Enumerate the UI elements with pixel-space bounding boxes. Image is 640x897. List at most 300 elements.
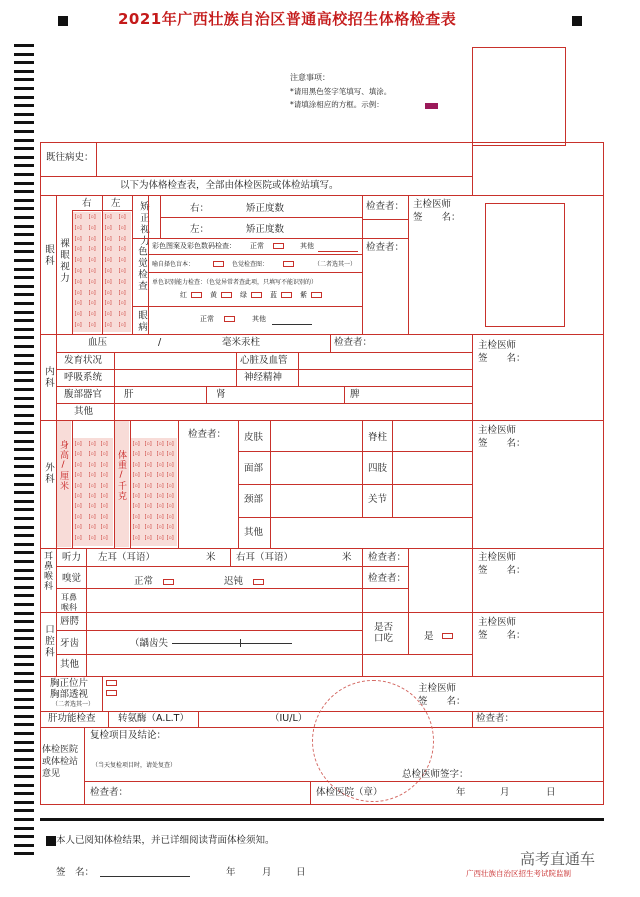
respiratory-label: 呼吸系统	[64, 372, 103, 383]
timing-mark	[14, 87, 34, 90]
corrected-right-label: 右：	[190, 203, 210, 214]
color-normal-1-checkbox[interactable]	[273, 243, 284, 249]
measure-bubble[interactable]: [▫]	[144, 472, 153, 479]
conclusion-label: 体检医院或体检站意见	[42, 745, 79, 779]
vision-bubble[interactable]: [▫]	[74, 311, 83, 318]
footer-year: 年	[226, 867, 236, 878]
timing-mark	[14, 655, 34, 658]
internal-section-label: 内科	[43, 366, 54, 389]
measure-bubble[interactable]: [▫]	[166, 503, 175, 510]
timing-mark	[14, 96, 34, 99]
vision-bubble[interactable]: [▫]	[88, 235, 97, 242]
measure-bubble[interactable]: [▫]	[88, 482, 97, 489]
color-vision-line-3: 单色识别能力检查：（色觉异常者查此项，只填写不能识别的）	[152, 279, 318, 286]
vision-bubble[interactable]: [▫]	[104, 311, 113, 318]
vision-bubble[interactable]: [▫]	[88, 246, 97, 253]
timing-mark	[14, 801, 34, 804]
vision-bubble[interactable]: [▫]	[88, 268, 97, 274]
conclusion-year: 年	[456, 787, 466, 798]
ent-chief-sign: 签 名：	[478, 565, 526, 576]
vision-bubble[interactable]: [▫]	[118, 289, 127, 296]
timing-mark	[14, 457, 34, 460]
measure-bubble[interactable]: [▫]	[156, 472, 165, 479]
spine-label: 脊柱	[368, 432, 388, 443]
timing-mark	[14, 637, 34, 640]
timing-mark	[14, 698, 34, 701]
internal-examiner: 检查者：	[334, 337, 373, 348]
page-title: 2021年广西壮族自治区普通高校招生体格检查表	[118, 10, 457, 28]
liver-function-label: 肝功能检查	[48, 713, 96, 724]
timing-mark	[14, 345, 34, 348]
conclusion-examiner: 检查者：	[90, 787, 129, 798]
vision-bubble[interactable]: [▫]	[74, 268, 83, 274]
timing-mark	[14, 741, 34, 744]
timing-mark	[14, 130, 34, 133]
measure-bubble[interactable]: [▫]	[100, 441, 109, 447]
timing-mark	[14, 465, 34, 468]
notice-line-1: *请用黑色签字笔填写、填涂。	[290, 87, 392, 96]
measure-bubble[interactable]: [▫]	[74, 524, 83, 531]
eye-right-header: 右	[82, 198, 92, 209]
corner-marker-bl	[46, 836, 56, 846]
joints-label: 关节	[368, 494, 388, 505]
issuer-label: 广西壮族自治区招生考试院监制	[466, 869, 571, 878]
timing-mark	[14, 53, 34, 56]
measure-bubble[interactable]: [▫]	[166, 441, 175, 447]
timing-mark	[14, 715, 34, 718]
vision-bubble[interactable]: [▫]	[88, 257, 97, 264]
left-ear-unit: 米	[206, 552, 216, 563]
color-book-checkbox[interactable]	[213, 261, 224, 267]
weight-label: 体重/千克	[116, 450, 126, 501]
vision-bubble[interactable]: [▫]	[104, 257, 113, 264]
liver-examiner: 检查者：	[476, 713, 515, 724]
vision-bubble[interactable]: [▫]	[118, 246, 127, 253]
measure-bubble[interactable]: [▫]	[156, 493, 165, 499]
measure-bubble[interactable]: [▫]	[100, 461, 109, 468]
color-option-checkbox[interactable]	[191, 292, 202, 298]
measure-bubble[interactable]: [▫]	[88, 441, 97, 447]
measure-bubble[interactable]: [▫]	[88, 534, 97, 541]
timing-mark	[14, 319, 34, 322]
vision-bubble[interactable]: [▫]	[104, 322, 113, 328]
timing-mark	[14, 809, 34, 812]
vision-bubble[interactable]: [▫]	[104, 278, 113, 285]
vision-bubble[interactable]: [▫]	[104, 268, 113, 274]
vision-bubble[interactable]: [▫]	[118, 257, 127, 264]
measure-bubble[interactable]: [▫]	[132, 461, 141, 468]
color-vision-line-1: 彩色图案及彩色数码检查：	[152, 242, 236, 250]
chief-sign-label: 总检医师签字：	[402, 769, 469, 780]
vision-bubble[interactable]: [▫]	[74, 300, 83, 307]
timing-mark	[14, 706, 34, 709]
nervous-label: 神经精神	[244, 372, 283, 383]
smell-dull: 迟钝	[224, 576, 244, 587]
chest-film-checkbox[interactable]	[106, 680, 117, 686]
vision-bubble[interactable]: [▫]	[104, 289, 113, 296]
measure-bubble[interactable]: [▫]	[74, 461, 83, 468]
measure-bubble[interactable]: [▫]	[144, 441, 153, 447]
timing-mark	[14, 620, 34, 623]
timing-mark	[14, 663, 34, 666]
measure-bubble[interactable]: [▫]	[132, 472, 141, 479]
color-option-label: 蓝	[270, 291, 277, 299]
vision-bubble[interactable]: [▫]	[118, 268, 127, 274]
xray-chief-doctor: 主检医师	[418, 683, 457, 694]
timing-track	[0, 0, 40, 897]
measure-bubble[interactable]: [▫]	[166, 534, 175, 541]
ent-other-label: 耳鼻喉科	[61, 593, 77, 612]
corner-marker-tr	[572, 16, 582, 26]
timing-mark	[14, 483, 34, 486]
timing-mark	[14, 311, 34, 314]
vision-bubble[interactable]: [▫]	[118, 278, 127, 285]
surgery-chief-doctor: 主检医师	[478, 425, 517, 436]
conclusion-month: 月	[500, 787, 510, 798]
measure-bubble[interactable]: [▫]	[166, 482, 175, 489]
timing-mark	[14, 293, 34, 296]
smell-dull-checkbox[interactable]	[253, 579, 264, 585]
measure-bubble[interactable]: [▫]	[74, 493, 83, 499]
timing-mark	[14, 448, 34, 451]
timing-mark	[14, 156, 34, 159]
vision-bubble[interactable]: [▫]	[74, 322, 83, 328]
eye-disease-normal-checkbox[interactable]	[224, 316, 235, 322]
timing-mark	[14, 732, 34, 735]
timing-mark	[14, 371, 34, 374]
measure-bubble[interactable]: [▫]	[88, 503, 97, 510]
measure-bubble[interactable]: [▫]	[156, 513, 165, 520]
bp-label: 血压	[88, 337, 108, 348]
timing-mark	[14, 259, 34, 262]
measure-bubble[interactable]: [▫]	[144, 482, 153, 489]
vision-bubble[interactable]: [▫]	[104, 214, 113, 220]
timing-mark	[14, 285, 34, 288]
ent-examiner-2: 检查者：	[368, 573, 407, 584]
timing-mark	[14, 534, 34, 537]
measure-bubble[interactable]: [▫]	[144, 524, 153, 531]
timing-mark	[14, 749, 34, 752]
hearing-label: 听力	[62, 552, 82, 563]
conclusion-day: 日	[546, 787, 556, 798]
timing-mark	[14, 379, 34, 382]
eye-left-header: 左	[111, 198, 121, 209]
timing-mark	[14, 569, 34, 572]
color-chart-checkbox[interactable]	[283, 261, 294, 267]
development-label: 发育状况	[64, 355, 103, 366]
oral-other-label: 其他	[60, 659, 80, 670]
measure-bubble[interactable]: [▫]	[166, 472, 175, 479]
measure-bubble[interactable]: [▫]	[88, 472, 97, 479]
measure-bubble[interactable]: [▫]	[132, 441, 141, 447]
skin-label: 皮肤	[244, 432, 264, 443]
measure-bubble[interactable]: [▫]	[156, 461, 165, 468]
vision-bubble[interactable]: [▫]	[118, 311, 127, 318]
measure-bubble[interactable]: [▫]	[144, 513, 153, 520]
liver-label: 肝	[124, 389, 134, 400]
eye-examiner-1: 检查者：	[366, 201, 405, 212]
spleen-label: 脾	[350, 389, 360, 400]
timing-mark	[14, 250, 34, 253]
timing-mark	[14, 388, 34, 391]
timing-mark	[14, 190, 34, 193]
measure-bubble[interactable]: [▫]	[144, 451, 153, 458]
vision-bubble[interactable]: [▫]	[104, 300, 113, 307]
measure-bubble[interactable]: [▫]	[74, 503, 83, 510]
measure-bubble[interactable]: [▫]	[74, 513, 83, 520]
alt-unit: （IU/L）	[270, 713, 308, 724]
timing-mark	[14, 61, 34, 64]
footer-day: 日	[296, 867, 306, 878]
caries-line	[172, 643, 292, 644]
internal-chief-doctor: 主检医师	[478, 340, 517, 351]
history-label: 既往病史：	[46, 152, 94, 163]
ent-section-label: 耳鼻喉科	[42, 551, 52, 591]
measure-bubble[interactable]: [▫]	[156, 524, 165, 531]
timing-mark	[14, 818, 34, 821]
oral-chief-doctor: 主检医师	[478, 617, 517, 628]
corner-marker-tl	[58, 16, 68, 26]
internal-other-label: 其他	[74, 406, 94, 417]
sample-fill-mark	[425, 103, 438, 109]
xray-choose-note: （二者选其一）	[52, 701, 95, 708]
color-option-checkbox[interactable]	[281, 292, 292, 298]
color-choose-note: （二者选其一）	[314, 261, 357, 268]
vision-bubble[interactable]: [▫]	[88, 311, 97, 318]
timing-mark	[14, 594, 34, 597]
vision-bubble[interactable]: [▫]	[74, 235, 83, 242]
measure-bubble[interactable]: [▫]	[166, 493, 175, 499]
bp-unit: 毫米汞柱	[222, 337, 261, 348]
measure-bubble[interactable]: [▫]	[166, 451, 175, 458]
surgery-examiner: 检查者：	[188, 429, 227, 440]
measure-bubble[interactable]: [▫]	[88, 513, 97, 520]
vision-bubble[interactable]: [▫]	[104, 246, 113, 253]
timing-mark	[14, 672, 34, 675]
timing-mark	[14, 517, 34, 520]
timing-mark	[14, 113, 34, 116]
chest-film-label: 胸正位片	[50, 678, 89, 689]
stutter-label: 是否口吃	[374, 622, 394, 644]
color-option-label: 黄	[210, 291, 217, 299]
vision-bubble[interactable]: [▫]	[74, 246, 83, 253]
vision-bubble[interactable]: [▫]	[74, 278, 83, 285]
color-option-checkbox[interactable]	[221, 292, 232, 298]
measure-bubble[interactable]: [▫]	[100, 513, 109, 520]
left-ear-label: 左耳（耳语）	[98, 552, 156, 563]
timing-mark	[14, 216, 34, 219]
measure-bubble[interactable]: [▫]	[100, 482, 109, 489]
timing-mark	[14, 500, 34, 503]
timing-mark	[14, 70, 34, 73]
measure-bubble[interactable]: [▫]	[74, 472, 83, 479]
color-normal-1: 正常	[250, 242, 264, 250]
timing-mark	[14, 526, 34, 529]
vision-bubble[interactable]: [▫]	[74, 214, 83, 220]
timing-mark	[14, 328, 34, 331]
measure-bubble[interactable]: [▫]	[132, 513, 141, 520]
timing-mark	[14, 440, 34, 443]
eye-chief-sign: 签 名：	[413, 212, 461, 223]
measure-bubble[interactable]: [▫]	[144, 493, 153, 499]
measure-bubble[interactable]: [▫]	[132, 451, 141, 458]
corrected-right-degree: 矫正度数	[246, 203, 285, 214]
timing-mark	[14, 543, 34, 546]
color-option-checkbox[interactable]	[311, 292, 322, 298]
timing-mark	[14, 173, 34, 176]
measure-bubble[interactable]: [▫]	[88, 524, 97, 531]
measure-bubble[interactable]: [▫]	[156, 503, 165, 510]
eye-signature-box[interactable]	[485, 203, 565, 327]
vision-bubble[interactable]: [▫]	[88, 224, 97, 231]
color-vision-line-2b: 色觉检查图：	[232, 261, 269, 268]
timing-mark	[14, 302, 34, 305]
timing-mark	[14, 723, 34, 726]
corrected-left-degree: 矫正度数	[246, 224, 285, 235]
vision-bubble[interactable]: [▫]	[118, 214, 127, 220]
bp-slash: /	[158, 337, 162, 348]
measure-bubble[interactable]: [▫]	[156, 441, 165, 447]
measure-bubble[interactable]: [▫]	[100, 451, 109, 458]
timing-mark	[14, 233, 34, 236]
timing-mark	[14, 164, 34, 167]
notice-line-2: *请填涂相应的方框。示例：	[290, 100, 384, 109]
timing-mark	[14, 268, 34, 271]
color-vision-label: 色觉检查	[136, 246, 147, 292]
color-option-label: 红	[180, 291, 187, 299]
timing-mark	[14, 431, 34, 434]
stutter-yes: 是	[424, 631, 434, 642]
color-option-label: 绿	[240, 291, 247, 299]
stutter-yes-checkbox[interactable]	[442, 633, 453, 639]
vision-bubble[interactable]: [▫]	[88, 289, 97, 296]
timing-mark	[14, 835, 34, 838]
measure-bubble[interactable]: [▫]	[88, 451, 97, 458]
timing-mark	[14, 508, 34, 511]
right-ear-unit: 米	[342, 552, 352, 563]
measure-bubble[interactable]: [▫]	[166, 513, 175, 520]
surgery-section-label: 外科	[43, 462, 54, 485]
corrected-left-label: 左：	[190, 224, 210, 235]
vision-bubble[interactable]: [▫]	[118, 224, 127, 231]
measure-bubble[interactable]: [▫]	[100, 524, 109, 531]
measure-bubble[interactable]: [▫]	[88, 493, 97, 499]
measure-bubble[interactable]: [▫]	[132, 534, 141, 541]
timing-mark	[14, 362, 34, 365]
timing-mark	[14, 147, 34, 150]
vision-bubble[interactable]: [▫]	[74, 224, 83, 231]
timing-mark	[14, 474, 34, 477]
measure-bubble[interactable]: [▫]	[144, 503, 153, 510]
vision-bubble[interactable]: [▫]	[104, 235, 113, 242]
measure-bubble[interactable]: [▫]	[74, 441, 83, 447]
timing-mark	[14, 491, 34, 494]
timing-mark	[14, 182, 34, 185]
smell-normal-checkbox[interactable]	[163, 579, 174, 585]
measure-bubble[interactable]: [▫]	[100, 503, 109, 510]
measure-bubble[interactable]: [▫]	[132, 493, 141, 499]
recheck-note: （当天复检项目时，请处复查）	[92, 762, 177, 769]
eye-examiner-2: 检查者：	[366, 242, 405, 253]
teeth-label: 牙齿	[60, 638, 80, 649]
surgery-other-label: 其他	[244, 527, 264, 538]
eye-section-label: 眼科	[43, 244, 54, 267]
vision-bubble[interactable]: [▫]	[88, 300, 97, 307]
measure-bubble[interactable]: [▫]	[144, 534, 153, 541]
timing-mark	[14, 336, 34, 339]
vision-bubble[interactable]: [▫]	[88, 214, 97, 220]
measure-bubble[interactable]: [▫]	[166, 524, 175, 531]
measure-bubble[interactable]: [▫]	[132, 482, 141, 489]
footer-sign-line[interactable]	[100, 876, 190, 877]
timing-mark	[14, 758, 34, 761]
measure-bubble[interactable]: [▫]	[156, 451, 165, 458]
vision-bubble[interactable]: [▫]	[88, 278, 97, 285]
measure-bubble[interactable]: [▫]	[74, 482, 83, 489]
timing-mark	[14, 242, 34, 245]
timing-mark	[14, 78, 34, 81]
measure-bubble[interactable]: [▫]	[156, 482, 165, 489]
eye-chief-doctor: 主检医师	[413, 199, 452, 210]
caries-tick	[240, 639, 241, 647]
vision-bubble[interactable]: [▫]	[104, 224, 113, 231]
measure-bubble[interactable]: [▫]	[100, 472, 109, 479]
timing-mark	[14, 207, 34, 210]
footer-rule	[40, 818, 604, 821]
vision-bubble[interactable]: [▫]	[88, 322, 97, 328]
measure-bubble[interactable]: [▫]	[132, 524, 141, 531]
timing-mark	[14, 612, 34, 615]
vision-bubble[interactable]: [▫]	[118, 322, 127, 328]
xray-chief-sign: 签 名：	[418, 696, 466, 707]
timing-mark	[14, 784, 34, 787]
surgery-chief-sign: 签 名：	[478, 438, 526, 449]
measure-bubble[interactable]: [▫]	[132, 503, 141, 510]
footer-statement: 本人已阅知体检结果，并已详细阅读背面体检须知。	[56, 835, 275, 846]
oral-section-label: 口腔科	[43, 624, 54, 659]
chest-fluoro-checkbox[interactable]	[106, 690, 117, 696]
color-vision-line-2: 喻自择色盲本：	[152, 261, 195, 268]
neck-label: 颈部	[244, 494, 264, 505]
measure-bubble[interactable]: [▫]	[74, 451, 83, 458]
timing-mark	[14, 422, 34, 425]
timing-mark	[14, 586, 34, 589]
heart-label: 心脏及血管	[240, 355, 288, 366]
lips-label: 唇腭	[60, 616, 80, 627]
measure-bubble[interactable]: [▫]	[100, 493, 109, 499]
timing-mark	[14, 766, 34, 769]
timing-mark	[14, 560, 34, 563]
measure-bubble[interactable]: [▫]	[100, 534, 109, 541]
vision-bubble[interactable]: [▫]	[74, 257, 83, 264]
vision-bubble[interactable]: [▫]	[118, 300, 127, 307]
measure-bubble[interactable]: [▫]	[166, 461, 175, 468]
measure-bubble[interactable]: [▫]	[88, 461, 97, 468]
color-option-checkbox[interactable]	[251, 292, 262, 298]
measure-bubble[interactable]: [▫]	[156, 534, 165, 541]
internal-chief-sign: 签 名：	[478, 353, 526, 364]
vision-bubble[interactable]: [▫]	[118, 235, 127, 242]
measure-bubble[interactable]: [▫]	[74, 534, 83, 541]
hospital-stamp-label: 体检医院（章）	[316, 787, 383, 798]
smell-label: 嗅觉	[62, 573, 82, 584]
timing-mark	[14, 225, 34, 228]
timing-mark	[14, 689, 34, 692]
alt-label: 转氨酶（A.L.T）	[118, 713, 189, 724]
measure-bubble[interactable]: [▫]	[144, 461, 153, 468]
eye-disease-label: 眼病	[136, 310, 147, 333]
vision-bubble[interactable]: [▫]	[74, 289, 83, 296]
